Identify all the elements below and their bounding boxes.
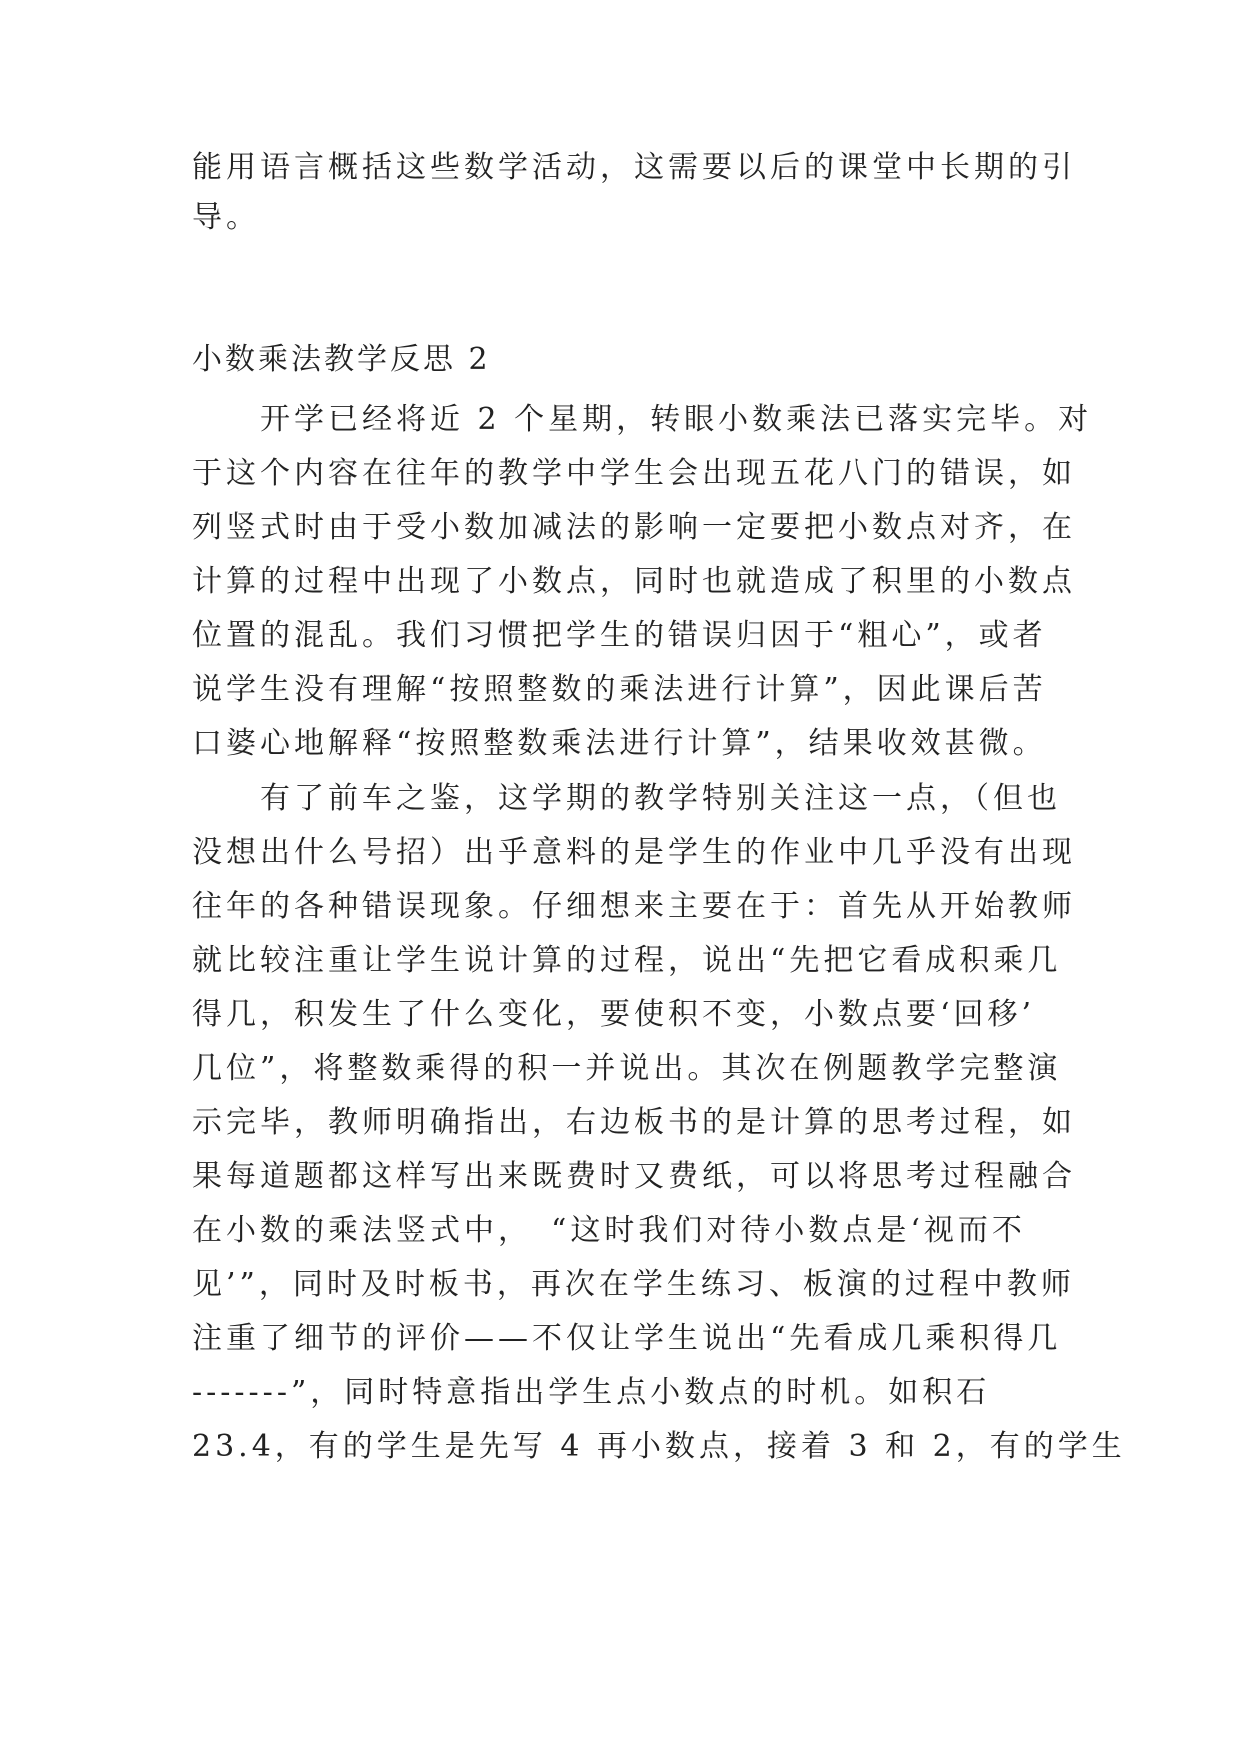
text-line: 有了前车之鉴，这学期的教学特别关注这一点，（但也 (192, 781, 1061, 816)
text-line: 导。 (192, 200, 260, 235)
text-line: 开学已经将近 2 个星期，转眼小数乘法已落实完毕。对 (192, 402, 1093, 437)
text-line: 口婆心地解释“按照整数乘法进行计算”，结果收效甚微。 (192, 726, 1047, 761)
text-line: 23.4，有的学生是先写 4 再小数点，接着 3 和 2，有的学生 (192, 1429, 1126, 1464)
text-line: -------”，同时特意指出学生点小数点的时机。如积石 (192, 1375, 991, 1410)
text-line: 往年的各种错误现象。仔细想来主要在于：首先从开始教师 (192, 889, 1076, 924)
text-line: 几位”，将整数乘得的积一并说出。其次在例题教学完整演 (192, 1051, 1062, 1086)
text-line: 位置的混乱。我们习惯把学生的错误归因于“粗心”，或者 (192, 618, 1047, 653)
text-line: 示完毕，教师明确指出，右边板书的是计算的思考过程，如 (192, 1105, 1076, 1140)
section-title: 小数乘法教学反思 2 (192, 342, 491, 377)
text-line: 能用语言概括这些数学活动，这需要以后的课堂中长期的引 (192, 150, 1076, 185)
text-line: 见’”，同时及时板书，再次在学生练习、板演的过程中教师 (192, 1267, 1075, 1302)
text-line: 果每道题都这样写出来既费时又费纸，可以将思考过程融合 (192, 1159, 1076, 1194)
text-line: 列竖式时由于受小数加减法的影响一定要把小数点对齐，在 (192, 510, 1076, 545)
text-line: 在小数的乘法竖式中， “这时我们对待小数点是‘视而不 (192, 1213, 1026, 1248)
text-line: 没想出什么号招）出乎意料的是学生的作业中几乎没有出现 (192, 835, 1076, 870)
text-line: 得几，积发生了什么变化，要使积不变，小数点要‘回移’ (192, 997, 1036, 1032)
text-line: 计算的过程中出现了小数点，同时也就造成了积里的小数点 (192, 564, 1076, 599)
text-line: 注重了细节的评价——不仅让学生说出“先看成几乘积得几 (192, 1321, 1062, 1356)
text-line: 就比较注重让学生说计算的过程，说出“先把它看成积乘几 (192, 943, 1062, 978)
text-line: 说学生没有理解“按照整数的乘法进行计算”，因此课后苦 (192, 672, 1047, 707)
text-line: 于这个内容在往年的教学中学生会出现五花八门的错误，如 (192, 456, 1076, 491)
